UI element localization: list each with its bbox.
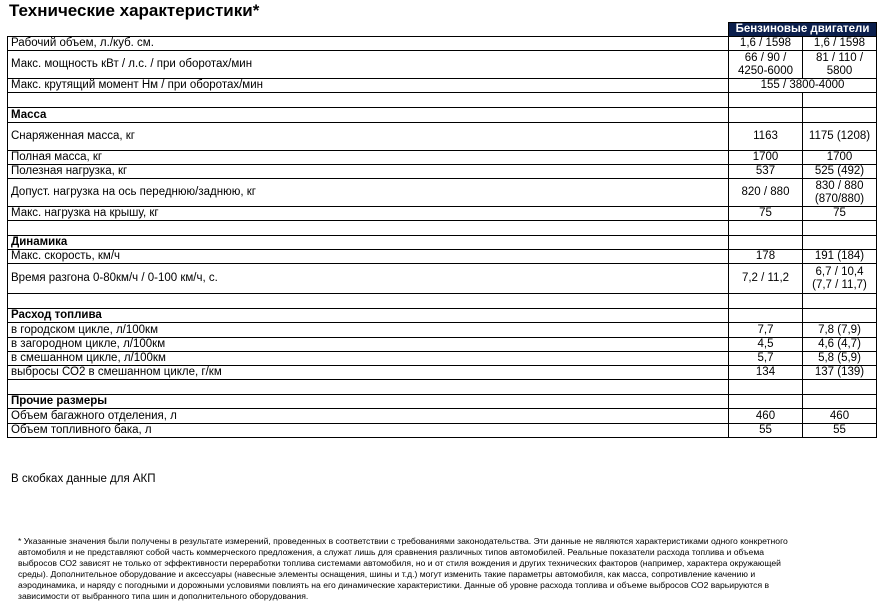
row-label: Полезная нагрузка, кг (8, 165, 729, 179)
table-row (8, 179, 877, 207)
empty-cell (729, 221, 803, 236)
row-value-engine-2: 1175 (1208) (803, 123, 877, 151)
row-label: Объем топливного бака, л (8, 424, 729, 438)
row-label: выбросы СО2 в смешанном цикле, г/км (8, 366, 729, 380)
row-value-engine-1: 55 (729, 424, 803, 438)
table-row (8, 51, 877, 79)
row-label: в смешанном цикле, л/100км (8, 352, 729, 366)
row-value-engine-1: 5,7 (729, 352, 803, 366)
empty-cell (803, 221, 877, 236)
section-heading-row (8, 309, 877, 323)
row-value-engine-1: 4,5 (729, 338, 803, 352)
table-row (8, 323, 877, 338)
empty-cell (8, 221, 729, 236)
empty-cell (729, 93, 803, 108)
row-value-engine-2: 525 (492) (803, 165, 877, 179)
section-heading-row (8, 395, 877, 409)
section-heading: Расход топлива (8, 309, 729, 323)
row-label: Объем багажного отделения, л (8, 409, 729, 424)
spacer-row (8, 380, 877, 395)
row-value-engine-1: 537 (729, 165, 803, 179)
row-value-engine-2: 55 (803, 424, 877, 438)
section-heading-row (8, 108, 877, 123)
row-value-engine-2: 75 (803, 207, 877, 221)
row-value-engine-2: 7,8 (7,9) (803, 323, 877, 338)
row-value-engine-1: 134 (729, 366, 803, 380)
table-row (8, 409, 877, 424)
akp-note: В скобках данные для АКП (11, 473, 156, 485)
table-row (8, 264, 877, 294)
row-label: Макс. мощность кВт / л.с. / при оборотах/мин (8, 51, 729, 79)
spec-table (7, 22, 877, 438)
row-value-engine-2: 81 / 110 / 5800 (803, 51, 877, 79)
row-value-engine-1: 178 (729, 250, 803, 264)
spacer-row (8, 294, 877, 309)
empty-cell (803, 309, 877, 323)
row-label: Рабочий объем, л./куб. см. (8, 37, 729, 51)
empty-cell (803, 236, 877, 250)
row-label: Макс. скорость, км/ч (8, 250, 729, 264)
empty-cell (8, 294, 729, 309)
row-label: Время разгона 0-80км/ч / 0-100 км/ч, с. (8, 264, 729, 294)
row-label: Макс. крутящий момент Нм / при оборотах/мин (8, 79, 729, 93)
row-value-engine-2: 460 (803, 409, 877, 424)
table-row (8, 250, 877, 264)
empty-cell (8, 380, 729, 395)
row-value-engine-1: 7,7 (729, 323, 803, 338)
empty-cell (729, 309, 803, 323)
row-label: в городском цикле, л/100км (8, 323, 729, 338)
empty-cell (729, 236, 803, 250)
row-value-engine-2: 6,7 / 10,4 (7,7 / 11,7) (803, 264, 877, 294)
table-row (8, 424, 877, 438)
empty-cell (803, 108, 877, 123)
page-title: Технические характеристики* (9, 1, 260, 20)
row-value-engine-2: 830 / 880 (870/880) (803, 179, 877, 207)
table-row (8, 151, 877, 165)
table-row (8, 37, 877, 51)
table-header-row (8, 23, 877, 37)
table-row (8, 366, 877, 380)
empty-cell (803, 380, 877, 395)
row-value-engine-1: 1,6 / 1598 (729, 37, 803, 51)
table-row (8, 207, 877, 221)
empty-cell (729, 294, 803, 309)
header-spacer (8, 23, 729, 37)
row-value-engine-1: 75 (729, 207, 803, 221)
empty-cell (803, 395, 877, 409)
table-row (8, 165, 877, 179)
row-value-engine-1: 1163 (729, 123, 803, 151)
empty-cell (729, 108, 803, 123)
section-heading: Динамика (8, 236, 729, 250)
section-heading: Масса (8, 108, 729, 123)
table-row (8, 338, 877, 352)
row-value-engine-1: 460 (729, 409, 803, 424)
spacer-row (8, 93, 877, 108)
empty-cell (803, 93, 877, 108)
empty-cell (803, 294, 877, 309)
engine-type-header: Бензиновые двигатели (729, 23, 877, 37)
section-heading-row (8, 236, 877, 250)
table-row (8, 79, 877, 93)
row-value-engine-2: 137 (139) (803, 366, 877, 380)
row-value-engine-2: 4,6 (4,7) (803, 338, 877, 352)
row-value-engine-1: 1700 (729, 151, 803, 165)
row-value-engine-2: 1700 (803, 151, 877, 165)
empty-cell (729, 380, 803, 395)
row-label: Допуст. нагрузка на ось переднюю/заднюю, кг (8, 179, 729, 207)
row-value-shared: 155 / 3800-4000 (729, 79, 877, 93)
row-value-engine-1: 7,2 / 11,2 (729, 264, 803, 294)
section-heading: Прочие размеры (8, 395, 729, 409)
row-value-engine-1: 66 / 90 / 4250-6000 (729, 51, 803, 79)
empty-cell (8, 93, 729, 108)
table-row (8, 123, 877, 151)
row-value-engine-2: 1,6 / 1598 (803, 37, 877, 51)
row-label: Полная масса, кг (8, 151, 729, 165)
footnote: * Указанные значения были получены в результате измерений, проведенных в соответствии с требованиями законодательства. Эти данные не являются характеристиками одного конкретного автомобиля и не представляют собой часть коммерческого предложения, а служат лишь для сравнения различных типов автомобилей. Реальные показатели расхода топлива и объема выбросов СО2 зависят не только от эффективности переработки топлива системами автомобиля, но и от стиля вождения и других технических факторов (например, характера окружающей среды). Дополнительное оборудование и аксессуары (навесные элементы оснащения, шины и т.д.) могут изменить такие параметры автомобиля, как масса, сопротивление качению и аэродинамика, и наряду с погодными и дорожными условиями повлиять на его динамические характеристики. Данные об уровне расхода топлива и объеме выбросов СО2 варьируются в зависимости от выбранного типа шин и дополнительного оборудования. (18, 536, 788, 601)
row-value-engine-2: 191 (184) (803, 250, 877, 264)
row-label: в загородном цикле, л/100км (8, 338, 729, 352)
row-label: Снаряженная масса, кг (8, 123, 729, 151)
row-label: Макс. нагрузка на крышу, кг (8, 207, 729, 221)
table-row (8, 352, 877, 366)
empty-cell (729, 395, 803, 409)
row-value-engine-2: 5,8 (5,9) (803, 352, 877, 366)
spacer-row (8, 221, 877, 236)
row-value-engine-1: 820 / 880 (729, 179, 803, 207)
